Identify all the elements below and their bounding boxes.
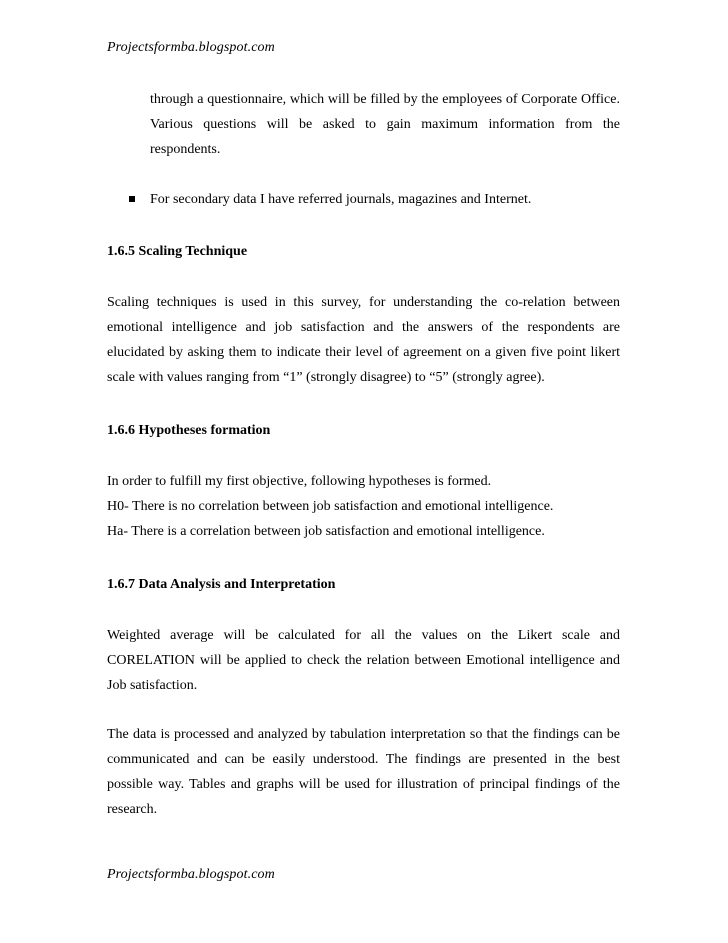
square-bullet-icon xyxy=(129,196,135,202)
hypothesis-ha-line: Ha- There is a correlation between job satisfaction and emotional intelligence. xyxy=(107,524,545,539)
scaling-paragraph: Scaling techniques is used in this survey, for understanding the co-relation between emotional intelligence and job satisfaction and the answers of the respondents are elucidated by asking them to indicate their level of agreement on a given five point likert scale with values ranging from “1” (strongly disagree) to “5” (strongly agree). xyxy=(107,295,620,385)
intro-continuation-paragraph: through a questionnaire, which will be filled by the employees of Corporate Office. Various questions will be asked to gain maximum information from the respondents. xyxy=(150,92,620,157)
analysis-paragraph-2: The data is processed and analyzed by tabulation interpretation so that the findings can be communicated and can be easily understood. The findings are presented in the best possible way. Tables and graphs will be used for illustration of principal findings of the research. xyxy=(107,727,620,817)
hypothesis-h0-line: H0- There is no correlation between job satisfaction and emotional intelligence. xyxy=(107,499,554,514)
bullet-item xyxy=(107,187,620,212)
page-header: Projectsformba.blogspot.com xyxy=(107,40,275,55)
page-body xyxy=(107,87,620,822)
hypotheses-intro-line: In order to fulfill my first objective, following hypotheses is formed. xyxy=(107,474,492,489)
bullet-text: For secondary data I have referred journals, magazines and Internet. xyxy=(150,192,532,207)
section-heading-scaling: 1.6.5 Scaling Technique xyxy=(107,244,248,259)
section-heading-hypotheses: 1.6.6 Hypotheses formation xyxy=(107,423,271,438)
page-footer: Projectsformba.blogspot.com xyxy=(107,867,275,882)
section-heading-analysis: 1.6.7 Data Analysis and Interpretation xyxy=(107,577,336,592)
analysis-paragraph-1: Weighted average will be calculated for all the values on the Likert scale and CORELATION will be applied to check the relation between Emotional intelligence and Job satisfaction. xyxy=(107,628,620,693)
